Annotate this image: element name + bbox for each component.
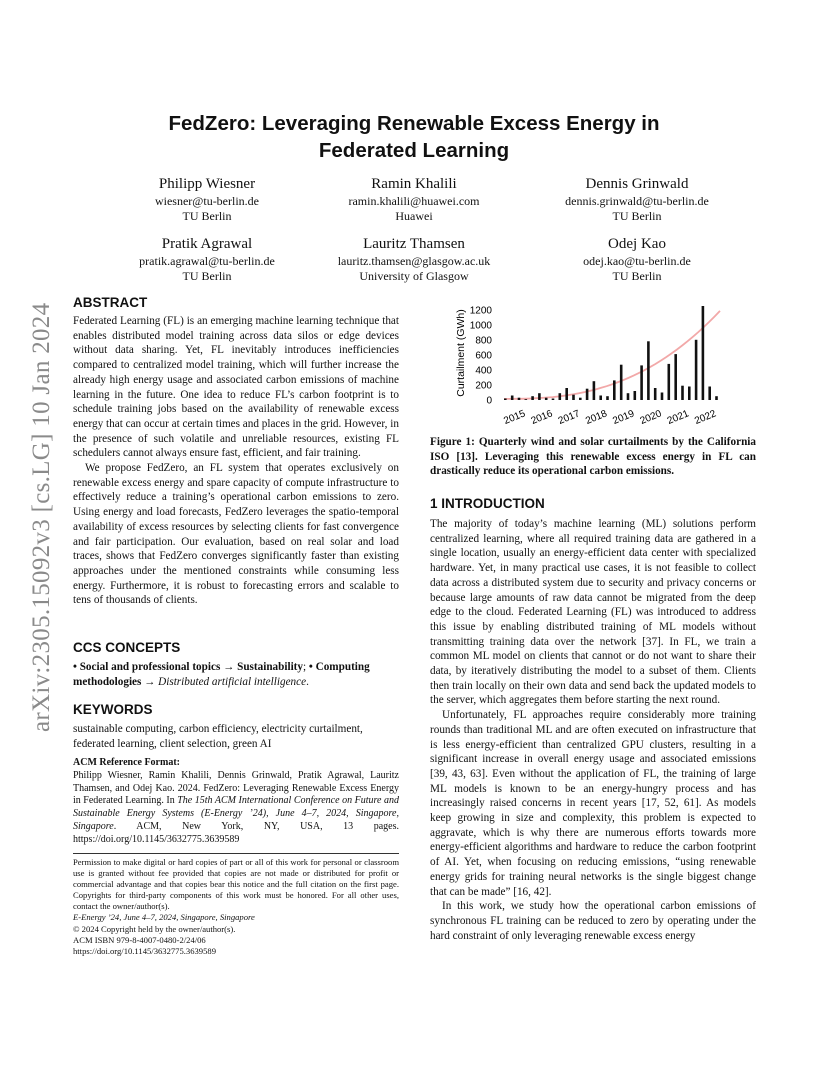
ccs-bullet-2: • Computing methodologies (73, 661, 370, 688)
author-block (537, 175, 737, 224)
curtailment-bar (708, 387, 711, 401)
author-email: ramin.khalili@huawei.com (348, 194, 480, 208)
y-axis-label: Curtailment (GWh) (455, 309, 467, 397)
introduction-paragraph: The majority of today’s machine learning (ML) solutions perform centralized learning, where all required training data are gathered in a single location, usually an energy-efficient data center with specialized hardware. Yet, in many practical use cases, it is not feasible to collect data across a distributed system due to security and privacy concerns or because large amounts of raw data cannot be migrated from the deep edge to the cloud. Federated Learning (FL) was introduced to address this issue by enabling distributed training of ML models without transmitting training data over the network [37]. In FL, we train a common ML model on clients that cannot or do not want to share their data, by iteratively distributing the model to a subset of them. Clients then train locally on their own data and send back the updated models to the server, which aggregates them before starting the next round. (430, 518, 756, 707)
x-tick-label: 2021 (665, 408, 691, 427)
acm-reference-venue: The 15th ACM International Conference on Future and Sustainable Energy Systems (E-Energy ’24), June 4–7, 2024, Singapore, Singapore (73, 795, 399, 832)
ccs-separator: ; (303, 661, 309, 673)
trend-curve (504, 311, 720, 399)
author-block (314, 175, 514, 224)
acm-reference-authors: Philipp Wiesner, Ramin Khalili, Dennis Grinwald, Pratik Agrawal, Lauritz Thamsen, and Odej Kao. 2024. FedZero: Leveraging Renewable Excess Energy in Federated Learning. In (73, 770, 399, 807)
conference-info: E-Energy ’24, June 4–7, 2024, Singapore, Singapore (73, 912, 255, 923)
introduction-heading: 1 INTRODUCTION (430, 496, 545, 511)
x-tick-label: 2020 (638, 408, 664, 427)
y-tick-label: 0 (486, 395, 492, 407)
curtailment-bar (640, 365, 643, 400)
curtailment-bar (538, 393, 541, 400)
permission-notice: Permission to make digital or hard copies of part or all of this work for personal or classroom use is granted without fee provided that copies are not made or distributed for profit or commercial advantage and that copies bear this notice and the full citation on the first page. Copyrights for third-party components of this work must be honored. For all other uses, contact the owner/author(s). (73, 857, 399, 912)
abstract-heading: ABSTRACT (73, 295, 148, 310)
copyright-line: © 2024 Copyright held by the owner/author(s). (73, 923, 236, 934)
curtailment-bar (627, 393, 630, 400)
curtailment-figure (430, 298, 756, 430)
paper-title-line-1: FedZero: Leveraging Renewable Excess Energy in (168, 112, 660, 135)
x-tick-label: 2016 (529, 408, 555, 427)
isbn-line: ACM ISBN 979-8-4007-0480-2/24/06 (73, 934, 206, 945)
curtailment-bar (586, 389, 589, 400)
author-block (537, 235, 737, 284)
ccs-arrow: → (141, 675, 159, 688)
author-affiliation: TU Berlin (182, 269, 232, 283)
curtailment-bar (531, 396, 534, 400)
author-block (314, 235, 514, 284)
y-tick-label: 200 (475, 380, 492, 392)
author-name: Dennis Grinwald (585, 176, 689, 192)
author-name: Pratik Agrawal (161, 236, 253, 252)
curtailment-bar (613, 380, 616, 400)
ccs-concepts (73, 660, 399, 689)
curtailment-bar (579, 398, 582, 400)
curtailment-bar (599, 396, 602, 401)
abstract-paragraph: We propose FedZero, an FL system that operates exclusively on renewable excess energy and spare capacity of compute infrastructure to effectively reduce a training’s operational carbon emissions to zero. Using energy and load forecasts, FedZero leverages the spatio-temporal availability of excess resources by selecting clients for fast convergence and fair participation. Our evaluation, based on real solar and load traces, shows that FedZero converges significantly faster than existing approaches under the mentioned constraints while consuming less energy. Furthermore, it is robust to forecasting errors and scalable to tens of thousands of clients. (73, 462, 399, 607)
paper-title-line-2: Federated Learning (318, 139, 510, 162)
keywords-text: sustainable computing, carbon efficiency, electricity curtailment, federated learning, client selection, green AI (73, 723, 363, 750)
ccs-heading: CCS CONCEPTS (73, 640, 181, 655)
author-email: wiesner@tu-berlin.de (154, 194, 259, 208)
x-tick-label: 2019 (611, 408, 637, 427)
curtailment-bar (545, 398, 548, 400)
curtailment-bar (504, 399, 507, 401)
curtailment-bar (688, 387, 691, 401)
introduction-paragraph: In this work, we study how the operational carbon emissions of synchronous FL training can be reduced to zero by operating under the hard constraint of only leveraging renewable excess energy (430, 900, 756, 942)
curtailment-bar (702, 306, 705, 400)
curtailment-bar (606, 396, 609, 400)
copyright-footnote (73, 857, 399, 957)
ccs-section (73, 640, 399, 689)
y-tick-label: 400 (475, 365, 492, 377)
author-affiliation: University of Glasgow (359, 269, 469, 283)
curtailment-bar (695, 340, 698, 400)
curtailment-bar (511, 396, 514, 401)
x-tick-label: 2015 (502, 408, 528, 427)
y-tick-label: 600 (475, 350, 492, 362)
author-affiliation: Huawei (395, 209, 433, 223)
ccs-topic-1: Sustainability (237, 661, 304, 673)
curtailment-bar (565, 388, 568, 400)
x-tick-label: 2022 (693, 408, 718, 427)
figure-caption: Figure 1: Quarterly wind and solar curtailments by the California ISO [13]. Leveraging this renewable excess energy in FL can drastically reduce its operational carbon emissions. (430, 436, 756, 478)
introduction-section (430, 496, 756, 943)
curtailment-bar (620, 365, 623, 400)
abstract-section (73, 295, 399, 608)
author-block (107, 235, 307, 284)
author-affiliation: TU Berlin (612, 209, 662, 223)
author-name: Ramin Khalili (371, 176, 457, 192)
curtailment-bar (647, 341, 650, 400)
author-name: Philipp Wiesner (158, 176, 256, 192)
author-affiliation: TU Berlin (612, 269, 662, 283)
footnote-rule (73, 853, 399, 854)
doi-link[interactable]: https://doi.org/10.1145/3632775.3639589 (73, 945, 216, 956)
arxiv-identifier: arXiv:2305.15092v3 [cs.LG] 10 Jan 2024 (28, 302, 55, 732)
x-tick-label: 2017 (556, 408, 582, 427)
curtailment-bar (559, 393, 562, 400)
keywords-section (73, 702, 399, 751)
acm-reference-publisher: . ACM, New York, NY, USA, 13 pages. https://doi.org/10.1145/3632775.3639589 (73, 820, 399, 845)
author-name: Lauritz Thamsen (363, 236, 465, 252)
paper-title (100, 110, 728, 164)
y-tick-label: 1200 (469, 305, 492, 317)
author-affiliation: TU Berlin (182, 209, 232, 223)
curtailment-bar (593, 381, 596, 400)
acm-reference-text (73, 770, 399, 846)
y-tick-label: 800 (475, 335, 492, 347)
curtailment-bar (681, 386, 684, 400)
curtailment-bar (518, 398, 521, 400)
acm-reference (73, 756, 399, 846)
x-tick-label: 2018 (584, 408, 609, 427)
curtailment-bar (552, 399, 555, 401)
curtailment-bar (715, 396, 718, 400)
author-email: pratik.agrawal@tu-berlin.de (139, 254, 275, 268)
curtailment-bar (661, 393, 664, 401)
ccs-end: . (306, 675, 309, 688)
curtailment-chart (430, 298, 756, 430)
acm-reference-heading: ACM Reference Format: (73, 757, 180, 768)
author-name: Odej Kao (608, 236, 666, 252)
curtailment-bar (674, 354, 677, 400)
curtailment-bar (634, 391, 637, 400)
y-tick-label: 1000 (469, 320, 492, 332)
curtailment-bar (654, 388, 657, 400)
author-email: dennis.grinwald@tu-berlin.de (565, 194, 709, 208)
curtailment-bar (572, 395, 575, 400)
curtailment-bar (525, 399, 528, 400)
ccs-bullet-1: • Social and professional topics (73, 661, 221, 673)
ccs-arrow: → (220, 661, 238, 673)
introduction-paragraph: Unfortunately, FL approaches require considerably more training rounds than traditional ML and are often executed on infrastructure that is less energy-efficient than centralized GPU clusters, resulting in a significant increase in overall energy usage and associated emissions [39, 43, 63]. Even without the application of FL, the training of large ML models is known to be an energy-hungry process and has increasingly raised concerns in recent years [17, 52, 61]. As models keep growing in size and complexity, this problem is expected to aggravate, which is why there are numerous efforts towards more energy-efficient algorithms and hardware to reduce the carbon footprint of AI. Yet, when focusing on reducing emissions, “using renewable energy grids for training neural networks is the single biggest change that can be made” [16, 42]. (430, 709, 756, 898)
author-email: lauritz.thamsen@glasgow.ac.uk (337, 254, 491, 268)
curtailment-bar (668, 364, 671, 400)
abstract-paragraph: Federated Learning (FL) is an emerging machine learning technique that enables distributed model training across data silos or edge devices without data sharing. Yet, FL inevitably introduces inefficiencies compared to centralized model training, which will further increase the already high energy usage and associated carbon emissions of machine learning in the future. One idea to reduce FL’s carbon footprint is to schedule training jobs based on the availability of renewable excess energy that can occur at certain times and places in the grid. However, in the presence of such volatile and unreliable resources, existing FL schedulers cannot always ensure fast, efficient, and fair training. (73, 315, 399, 460)
keywords-heading: KEYWORDS (73, 702, 153, 717)
author-block (107, 175, 307, 224)
ccs-topic-2: Distributed artificial intelligence (158, 675, 307, 688)
author-email: odej.kao@tu-berlin.de (583, 254, 691, 268)
